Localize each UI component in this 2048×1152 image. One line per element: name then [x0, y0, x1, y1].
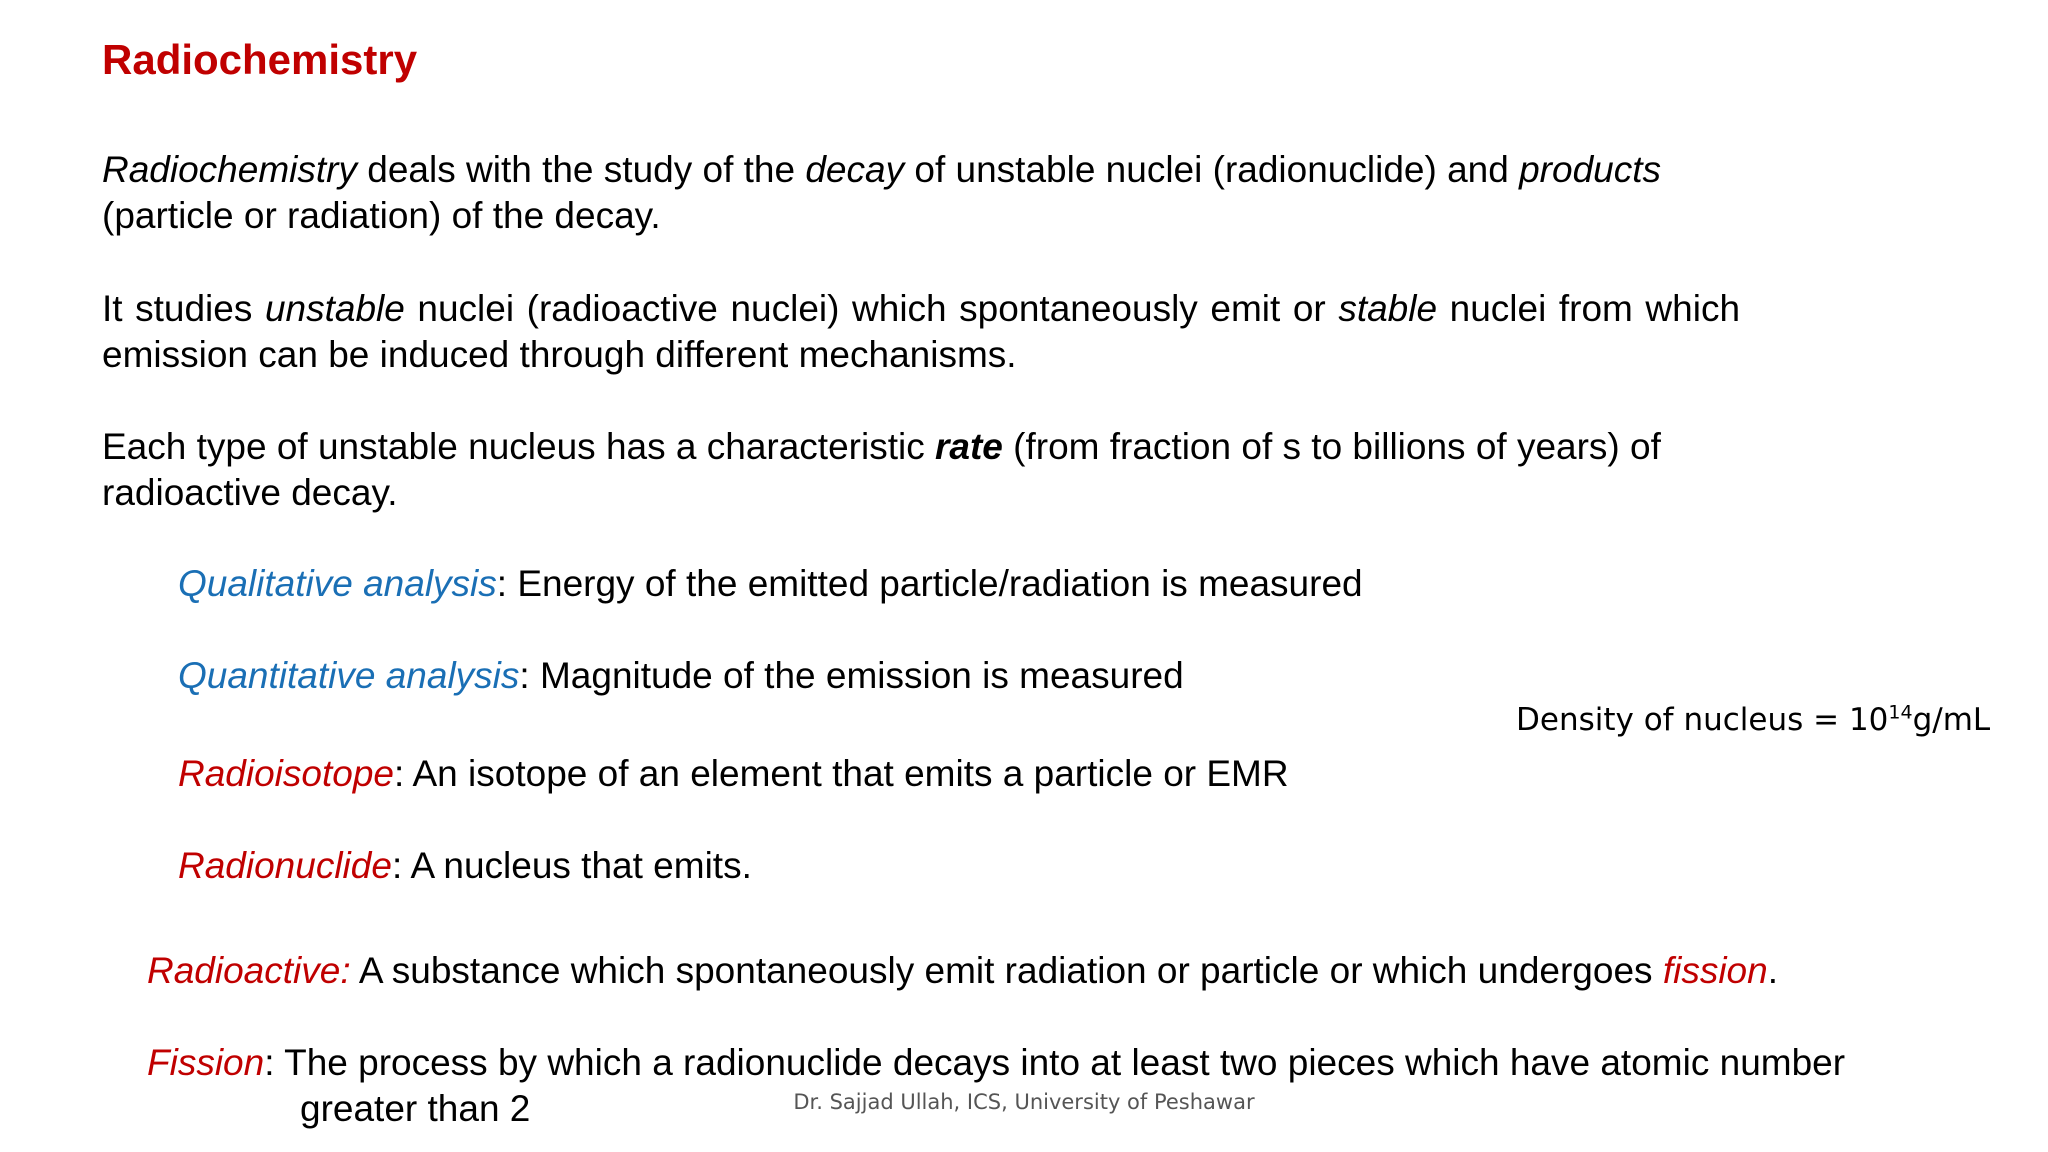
term-radiochemistry: Radiochemistry [102, 149, 357, 190]
definition-fission [147, 1040, 1845, 1086]
slide-title: Radiochemistry [102, 36, 418, 83]
term-radioactive: Radioactive: [147, 950, 351, 991]
definition-end: . [1767, 950, 1778, 991]
density-text: Density of nucleus = 10 [1516, 702, 1889, 738]
term-qualitative-analysis: Qualitative analysis [178, 563, 497, 604]
definition-text: A substance which spontaneously emit radiation or particle or which undergoes [350, 950, 1663, 991]
slide-footer: Dr. Sajjad Ullah, ICS, University of Peshawar [793, 1090, 1255, 1114]
term-radioisotope: Radioisotope [178, 753, 394, 794]
term-unstable: unstable [264, 288, 405, 329]
text: nuclei from which emission can be induced through different mechanisms. [102, 288, 1741, 375]
text: (from fraction of s to billions of years) of radioactive decay. [102, 426, 1661, 513]
text: deals with the study of the [356, 149, 806, 190]
text: of unstable nuclei (radionuclide) and [904, 149, 1520, 190]
text: (particle or radiation) of the decay. [102, 195, 661, 236]
definition-radioisotope [178, 751, 1289, 797]
definition-text: : An isotope of an element that emits a particle or EMR [393, 753, 1289, 794]
term-fission: Fission [147, 1042, 265, 1083]
definition-text: : The process by which a radionuclide decays into at least two pieces which have atomic number [264, 1042, 1846, 1083]
term-quantitative-analysis: Quantitative analysis [178, 655, 520, 696]
text: It studies [102, 288, 265, 329]
definition-qualitative-analysis [178, 561, 1363, 607]
definition-text: : A nucleus that emits. [391, 845, 752, 886]
density-unit: g/mL [1912, 702, 1991, 738]
definition-radionuclide [178, 843, 752, 889]
text: Each type of unstable nucleus has a characteristic [102, 426, 935, 467]
text: nuclei (radioactive nuclei) which spontaneously emit or [404, 288, 1339, 329]
definition-text: : Energy of the emitted particle/radiation is measured [496, 563, 1363, 604]
paragraph-decay-rate [102, 424, 1740, 516]
density-note [1516, 702, 1990, 738]
definition-fission-continued: greater than 2 [300, 1088, 531, 1129]
term-decay: decay [805, 149, 905, 190]
definition-quantitative-analysis [178, 653, 1184, 699]
density-exponent: 14 [1888, 701, 1913, 724]
term-rate: rate [934, 426, 1003, 467]
paragraph-unstable-nuclei [102, 286, 1740, 378]
definition-radioactive [147, 948, 1778, 994]
term-radionuclide: Radionuclide [178, 845, 392, 886]
term-stable: stable [1338, 288, 1438, 329]
term-products: products [1519, 149, 1662, 190]
paragraph-definition [102, 147, 1740, 239]
definition-text: : Magnitude of the emission is measured [519, 655, 1184, 696]
term-fission-inline: fission [1662, 950, 1768, 991]
